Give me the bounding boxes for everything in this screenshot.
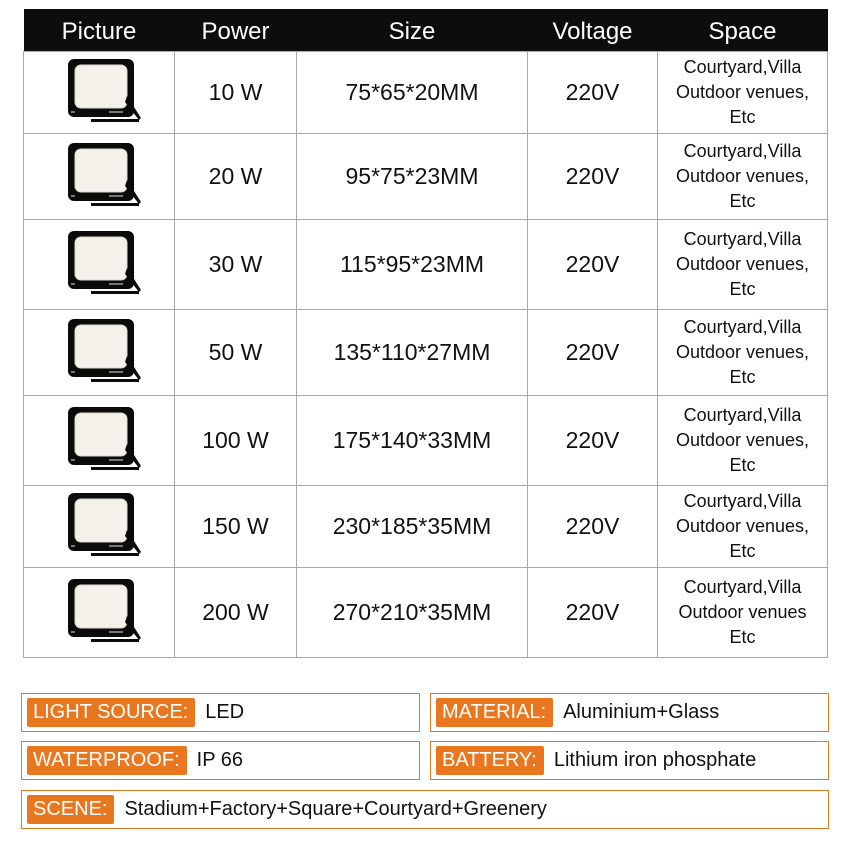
flood-light-icon bbox=[24, 140, 174, 212]
voltage-cell: 220V bbox=[528, 133, 658, 219]
waterproof-label: WATERPROOF: bbox=[27, 746, 187, 775]
size-cell: 115*95*23MM bbox=[297, 219, 528, 309]
header-power: Power bbox=[175, 9, 297, 51]
header-size: Size bbox=[297, 9, 528, 51]
picture-cell bbox=[24, 567, 175, 657]
size-cell: 175*140*33MM bbox=[297, 395, 528, 485]
power-cell: 50 W bbox=[175, 309, 297, 395]
material-spec bbox=[430, 693, 829, 732]
battery-value: Lithium iron phosphate bbox=[553, 749, 757, 771]
voltage-cell: 220V bbox=[528, 51, 658, 133]
space-cell bbox=[658, 395, 828, 485]
space-line: Courtyard,Villa bbox=[683, 576, 802, 597]
light-source-label: LIGHT SOURCE: bbox=[27, 698, 195, 727]
size-cell: 135*110*27MM bbox=[297, 309, 528, 395]
voltage-cell: 220V bbox=[528, 219, 658, 309]
power-cell: 150 W bbox=[175, 485, 297, 567]
battery-spec bbox=[430, 741, 829, 780]
material-label: MATERIAL: bbox=[436, 698, 553, 727]
light-source-spec bbox=[21, 693, 420, 732]
table-row bbox=[24, 309, 828, 395]
space-line: Etc bbox=[729, 106, 756, 127]
scene-label: SCENE: bbox=[27, 795, 114, 824]
material-value: Aluminium+Glass bbox=[563, 701, 720, 723]
voltage-cell: 220V bbox=[528, 485, 658, 567]
table-row bbox=[24, 51, 828, 133]
size-cell: 270*210*35MM bbox=[297, 567, 528, 657]
space-line: Etc bbox=[729, 626, 756, 647]
battery-label: BATTERY: bbox=[436, 746, 544, 775]
space-cell bbox=[658, 485, 828, 567]
voltage-cell: 220V bbox=[528, 309, 658, 395]
power-cell: 100 W bbox=[175, 395, 297, 485]
table-header-row bbox=[24, 9, 828, 51]
flood-light-icon bbox=[24, 228, 174, 300]
space-cell bbox=[658, 567, 828, 657]
flood-light-icon bbox=[24, 404, 174, 476]
space-line: Etc bbox=[729, 190, 756, 211]
flood-light-icon bbox=[24, 56, 174, 128]
table-row bbox=[24, 395, 828, 485]
space-line: Outdoor venues, bbox=[675, 515, 810, 536]
size-cell: 95*75*23MM bbox=[297, 133, 528, 219]
space-cell bbox=[658, 133, 828, 219]
power-cell: 20 W bbox=[175, 133, 297, 219]
size-cell: 75*65*20MM bbox=[297, 51, 528, 133]
space-line: Courtyard,Villa bbox=[683, 228, 802, 249]
scene-value: Stadium+Factory+Square+Courtyard+Greenery bbox=[124, 798, 547, 820]
scene-spec bbox=[21, 790, 829, 829]
space-line: Outdoor venues, bbox=[675, 429, 810, 450]
picture-cell bbox=[24, 395, 175, 485]
space-line: Etc bbox=[729, 540, 756, 561]
space-line: Courtyard,Villa bbox=[683, 404, 802, 425]
picture-cell bbox=[24, 219, 175, 309]
space-cell bbox=[658, 51, 828, 133]
picture-cell bbox=[24, 133, 175, 219]
waterproof-value: IP 66 bbox=[196, 749, 244, 771]
space-line: Outdoor venues, bbox=[675, 81, 810, 102]
space-line: Courtyard,Villa bbox=[683, 56, 802, 77]
waterproof-spec bbox=[21, 741, 420, 780]
space-line: Etc bbox=[729, 454, 756, 475]
space-cell bbox=[658, 309, 828, 395]
light-source-value: LED bbox=[205, 701, 245, 723]
picture-cell bbox=[24, 485, 175, 567]
picture-cell bbox=[24, 51, 175, 133]
space-line: Courtyard,Villa bbox=[683, 490, 802, 511]
power-cell: 30 W bbox=[175, 219, 297, 309]
table-row bbox=[24, 133, 828, 219]
space-line: Courtyard,Villa bbox=[683, 140, 802, 161]
flood-light-icon bbox=[24, 576, 174, 648]
space-line: Outdoor venues, bbox=[675, 341, 810, 362]
space-line: Outdoor venues, bbox=[675, 165, 810, 186]
space-line: Outdoor venues bbox=[678, 601, 807, 622]
voltage-cell: 220V bbox=[528, 567, 658, 657]
power-cell: 10 W bbox=[175, 51, 297, 133]
header-voltage: Voltage bbox=[528, 9, 658, 51]
space-cell bbox=[658, 219, 828, 309]
flood-light-icon bbox=[24, 490, 174, 562]
table-row bbox=[24, 485, 828, 567]
power-cell: 200 W bbox=[175, 567, 297, 657]
voltage-cell: 220V bbox=[528, 395, 658, 485]
table-row bbox=[24, 219, 828, 309]
header-space: Space bbox=[658, 9, 828, 51]
table-row bbox=[24, 567, 828, 657]
space-line: Etc bbox=[729, 366, 756, 387]
spec-table bbox=[23, 9, 828, 658]
flood-light-icon bbox=[24, 316, 174, 388]
picture-cell bbox=[24, 309, 175, 395]
size-cell: 230*185*35MM bbox=[297, 485, 528, 567]
space-line: Outdoor venues, bbox=[675, 253, 810, 274]
space-line: Etc bbox=[729, 278, 756, 299]
space-line: Courtyard,Villa bbox=[683, 316, 802, 337]
header-picture: Picture bbox=[24, 9, 175, 51]
